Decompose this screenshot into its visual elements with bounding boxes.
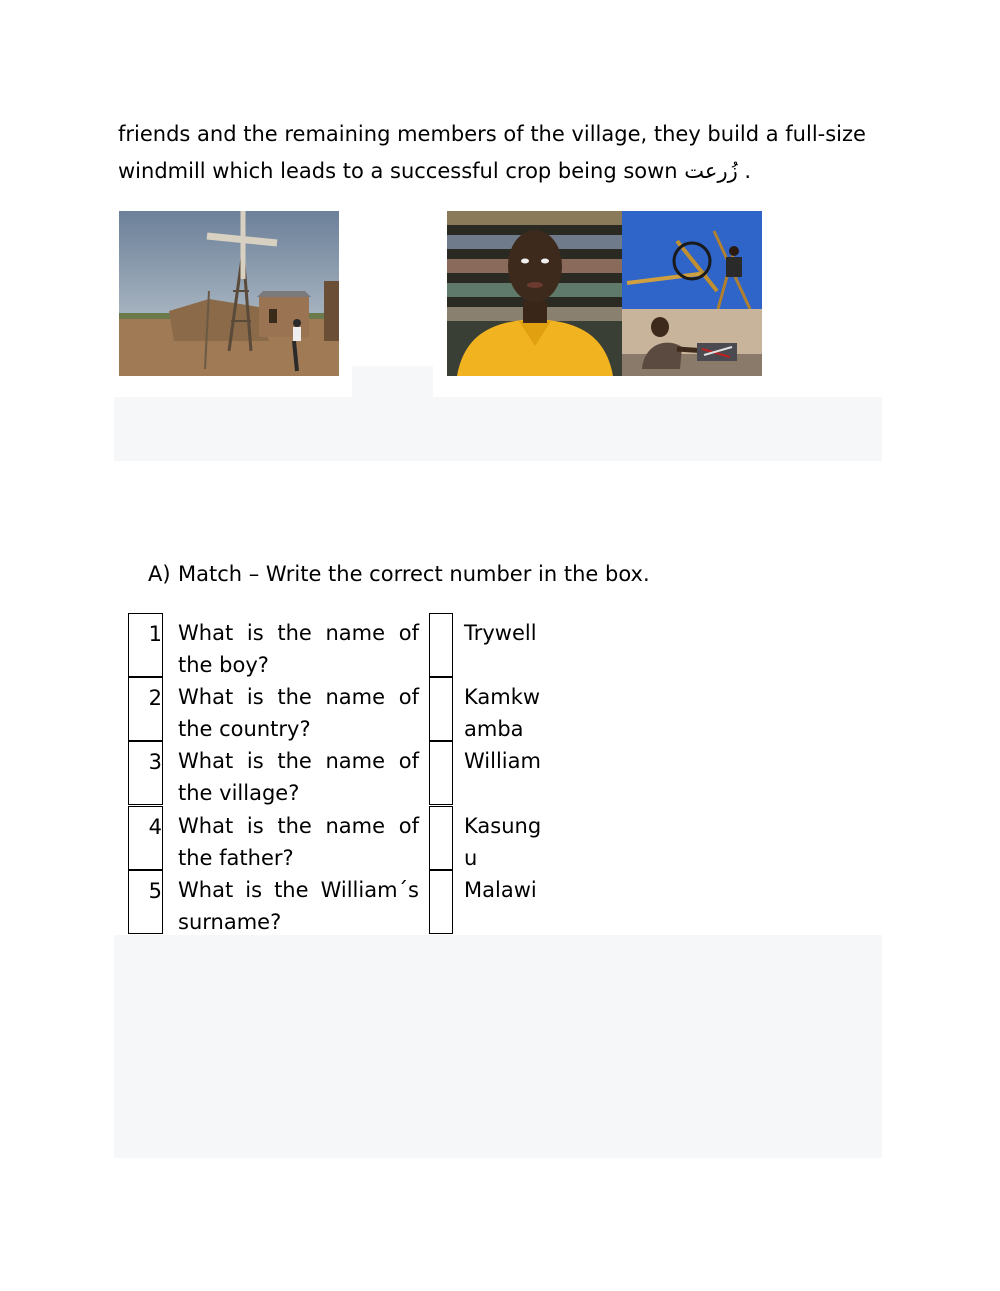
windmill-village-photo	[119, 211, 339, 376]
answer-option: Trywell	[464, 621, 537, 645]
shaded-band	[114, 397, 882, 461]
story-paragraph: friends and the remaining members of the village, they build a full-size windmill which leads to a successful crop being sown زُرعت .	[118, 122, 866, 183]
question-text: What is the name of the boy?	[178, 621, 419, 677]
shaded-band	[352, 366, 433, 397]
question-text: What is the name of the father?	[178, 814, 419, 870]
portrait-photo	[447, 211, 622, 376]
number-cell: 5	[128, 870, 163, 934]
table-row	[128, 870, 548, 934]
number-cell: 4	[128, 806, 163, 870]
answer-box[interactable]	[429, 741, 453, 805]
instruction-text: Match – Write the correct number in the box.	[178, 562, 650, 586]
windmill-sky-photo	[622, 211, 762, 309]
table-row	[128, 677, 548, 741]
answer-option: Kasungu	[464, 814, 542, 870]
number-cell: 2	[128, 677, 163, 741]
exercise-label: A)	[148, 562, 171, 586]
answer-box[interactable]	[429, 677, 453, 741]
question-text: What is the William´s surname?	[178, 878, 419, 934]
question-text: What is the name of the country?	[178, 685, 419, 741]
answer-box[interactable]	[429, 613, 453, 677]
question-text: What is the name of the village?	[178, 749, 419, 805]
answer-option: Kamkwamba	[464, 685, 541, 741]
answer-option: Malawi	[464, 878, 537, 902]
answer-box[interactable]	[429, 806, 453, 870]
answer-box[interactable]	[429, 870, 453, 934]
exercise-instruction	[148, 558, 650, 590]
table-row	[128, 806, 548, 870]
shaded-band	[114, 935, 882, 1158]
table-row	[128, 741, 548, 805]
table-row	[128, 613, 548, 677]
number-cell: 1	[128, 613, 163, 677]
number-cell: 3	[128, 741, 163, 805]
workshop-photo	[622, 309, 762, 376]
answer-option: William	[464, 749, 541, 773]
